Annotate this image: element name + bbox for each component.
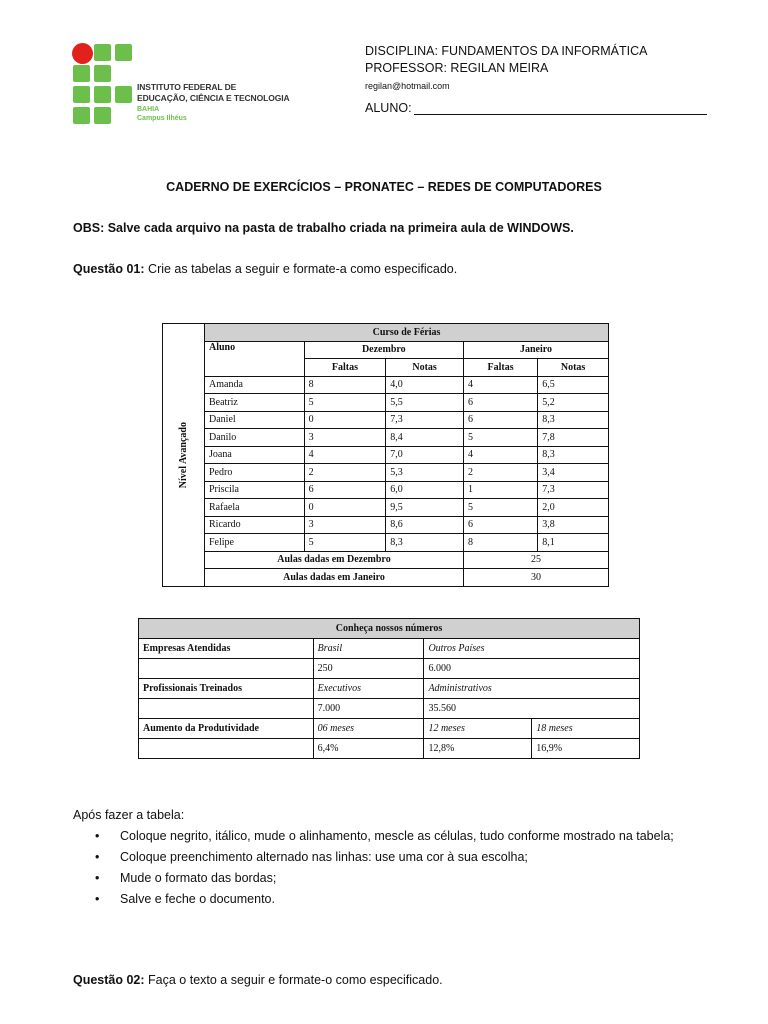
table-cell: 4 xyxy=(463,376,537,394)
table-cell: 2 xyxy=(463,464,537,482)
table-cell: 5,2 xyxy=(538,394,609,412)
table-cell: 2 xyxy=(304,464,386,482)
table-row xyxy=(139,699,640,719)
logo-green-square xyxy=(94,65,111,82)
table-row xyxy=(163,534,609,552)
table-cell: 35.560 xyxy=(424,699,640,719)
table-row xyxy=(139,679,640,699)
table-cell: 6 xyxy=(463,516,537,534)
table-cell: 4,0 xyxy=(386,376,464,394)
table-cell: Aulas dadas em Dezembro xyxy=(205,551,464,569)
table-row xyxy=(139,719,640,739)
table-cell: 3 xyxy=(304,516,386,534)
instructions-list xyxy=(73,826,713,910)
logo-institute-name: INSTITUTO FEDERAL DE EDUCAÇÃO, CIÊNCIA E TECNOLOGIA xyxy=(137,82,290,103)
table-cell: Profissionais Treinados xyxy=(139,679,314,699)
table-cell: Amanda xyxy=(205,376,305,394)
table-cell: 9,5 xyxy=(386,499,464,517)
student-name-line xyxy=(414,102,707,115)
list-item: • Mude o formato das bordas; xyxy=(73,868,713,889)
professor: PROFESSOR: REGILAN MEIRA xyxy=(365,61,549,75)
obs-note: OBS: Salve cada arquivo na pasta de trabalho criada na primeira aula de WINDOWS. xyxy=(73,221,574,235)
table-cell: 8,3 xyxy=(386,534,464,552)
numbers-table xyxy=(138,618,640,759)
table-cell: Aumento da Produtividade xyxy=(139,719,314,739)
table-cell: 16,9% xyxy=(532,739,640,759)
table-cell: Beatriz xyxy=(205,394,305,412)
logo-green-square xyxy=(115,86,132,103)
table-cell: 7,8 xyxy=(538,429,609,447)
table-cell: Rafaela xyxy=(205,499,305,517)
table-cell: 7.000 xyxy=(313,699,424,719)
table-cell: 8,3 xyxy=(538,411,609,429)
table-row xyxy=(139,639,640,659)
table-row xyxy=(163,394,609,412)
table-row xyxy=(139,739,640,759)
side-label: Nível Avançado xyxy=(178,421,189,488)
list-item: • Salve e feche o documento. xyxy=(73,889,713,910)
list-item: • Coloque preenchimento alternado nas linhas: use uma cor à sua escolha; xyxy=(73,847,713,868)
table-cell: 6,4% xyxy=(313,739,424,759)
table-cell: 7,3 xyxy=(386,411,464,429)
table-cell: 8 xyxy=(463,534,537,552)
logo-campus: BAHIA Campus Ilhéus xyxy=(137,106,187,122)
col-janeiro: Janeiro xyxy=(463,341,608,359)
table-cell xyxy=(139,699,314,719)
discipline: DISCIPLINA: FUNDAMENTOS DA INFORMÁTICA xyxy=(365,44,648,58)
table-cell: Priscila xyxy=(205,481,305,499)
student-field xyxy=(365,101,707,115)
table-cell: 6 xyxy=(463,394,537,412)
table-cell: Pedro xyxy=(205,464,305,482)
sub-faltas-dez: Faltas xyxy=(304,359,386,377)
table-cell: Brasil xyxy=(313,639,424,659)
table-cell xyxy=(139,739,314,759)
vacation-course-table xyxy=(162,323,609,587)
table-cell: 12 meses xyxy=(424,719,532,739)
logo-red-circle xyxy=(72,43,93,64)
student-label: ALUNO: xyxy=(365,101,412,115)
table-row xyxy=(163,446,609,464)
col-dezembro: Dezembro xyxy=(304,341,463,359)
table2-title: Conheça nossos números xyxy=(139,619,640,639)
table-cell: 5 xyxy=(463,429,537,447)
table-cell: 5,3 xyxy=(386,464,464,482)
sub-notas-dez: Notas xyxy=(386,359,464,377)
table-row xyxy=(139,659,640,679)
table-cell: 5,5 xyxy=(386,394,464,412)
sub-faltas-jan: Faltas xyxy=(463,359,537,377)
logo-green-square xyxy=(73,65,90,82)
table-row xyxy=(163,499,609,517)
institute-logo xyxy=(72,43,292,125)
table-row xyxy=(163,376,609,394)
footer-row xyxy=(163,569,609,587)
list-item: • Coloque negrito, itálico, mude o alinhamento, mescle as células, tudo conforme mostrado na tabela; xyxy=(73,826,713,847)
table-cell: 7,3 xyxy=(538,481,609,499)
question-02: Questão 02: Faça o texto a seguir e formate-o como especificado. xyxy=(73,973,443,987)
table-row xyxy=(163,429,609,447)
after-table-intro: Após fazer a tabela: xyxy=(73,808,185,822)
logo-green-square xyxy=(115,44,132,61)
table-cell: Aulas dadas em Janeiro xyxy=(205,569,464,587)
col-aluno: Aluno xyxy=(205,341,305,376)
table-cell: 8,1 xyxy=(538,534,609,552)
table-cell: Joana xyxy=(205,446,305,464)
table-cell: 8,3 xyxy=(538,446,609,464)
table-row xyxy=(163,464,609,482)
table-cell: 0 xyxy=(304,411,386,429)
table-row xyxy=(163,411,609,429)
table-cell: 3 xyxy=(304,429,386,447)
table-cell: 6.000 xyxy=(424,659,640,679)
table-cell: 3,8 xyxy=(538,516,609,534)
table-cell: 2,0 xyxy=(538,499,609,517)
table-cell: 6 xyxy=(463,411,537,429)
question-01: Questão 01: Crie as tabelas a seguir e formate-a como especificado. xyxy=(73,262,458,276)
table-row xyxy=(163,516,609,534)
email: regilan@hotmail.com xyxy=(365,81,450,91)
side-label-cell xyxy=(163,324,205,587)
logo-green-square xyxy=(94,107,111,124)
table-cell: 5 xyxy=(463,499,537,517)
table-cell: 250 xyxy=(313,659,424,679)
footer-row xyxy=(163,551,609,569)
table-cell: 6,0 xyxy=(386,481,464,499)
table-cell: 4 xyxy=(463,446,537,464)
table-cell: 7,0 xyxy=(386,446,464,464)
header-info xyxy=(365,43,647,94)
table-cell: Ricardo xyxy=(205,516,305,534)
table-cell: 8,4 xyxy=(386,429,464,447)
sub-notas-jan: Notas xyxy=(538,359,609,377)
table-cell: 6,5 xyxy=(538,376,609,394)
table-cell: 5 xyxy=(304,394,386,412)
table-cell: 06 meses xyxy=(313,719,424,739)
table-cell: Danilo xyxy=(205,429,305,447)
table-cell: 5 xyxy=(304,534,386,552)
table-cell: 4 xyxy=(304,446,386,464)
table-cell: 1 xyxy=(463,481,537,499)
table-cell: Administrativos xyxy=(424,679,640,699)
table-cell: 8,6 xyxy=(386,516,464,534)
logo-green-square xyxy=(94,86,111,103)
table-cell: 0 xyxy=(304,499,386,517)
table-cell: Empresas Atendidas xyxy=(139,639,314,659)
table-cell: 30 xyxy=(463,569,608,587)
table-cell: 12,8% xyxy=(424,739,532,759)
document-title: CADERNO DE EXERCÍCIOS – PRONATEC – REDES DE COMPUTADORES xyxy=(166,180,602,194)
table-cell: Felipe xyxy=(205,534,305,552)
table-cell xyxy=(139,659,314,679)
table-cell: Daniel xyxy=(205,411,305,429)
logo-green-square xyxy=(73,107,90,124)
logo-green-square xyxy=(94,44,111,61)
table-cell: Executivos xyxy=(313,679,424,699)
table1-title: Curso de Férias xyxy=(205,324,609,342)
table-cell: 6 xyxy=(304,481,386,499)
table-cell: 18 meses xyxy=(532,719,640,739)
table-cell: 25 xyxy=(463,551,608,569)
table-cell: 8 xyxy=(304,376,386,394)
table-cell: Outros Países xyxy=(424,639,640,659)
table-cell: 3,4 xyxy=(538,464,609,482)
logo-green-square xyxy=(73,86,90,103)
table-row xyxy=(163,481,609,499)
